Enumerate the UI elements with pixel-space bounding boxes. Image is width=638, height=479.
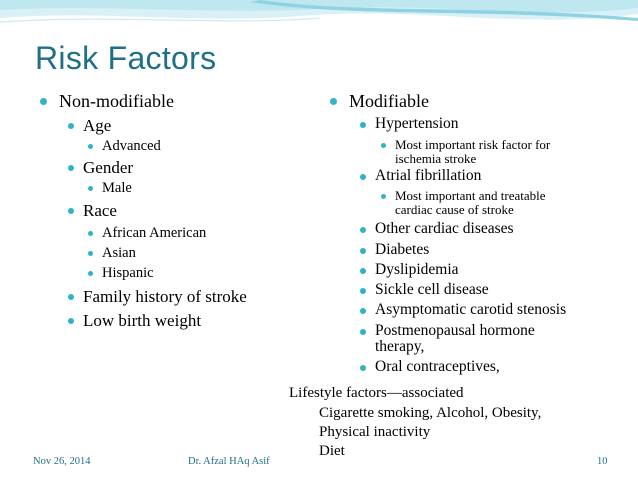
- list-item-label: Hispanic: [102, 265, 154, 281]
- list-item-other-cardiac: [375, 221, 514, 237]
- list-item-label: Gender: [83, 158, 134, 177]
- list-item-label: Dyslipidemia: [375, 261, 459, 278]
- list-item-asian: [102, 246, 136, 261]
- note-line-2: cardiac cause of stroke: [395, 201, 514, 217]
- list-item-hypertension-note: [395, 138, 550, 165]
- bullet-icon: [360, 268, 366, 274]
- bullet-icon: [88, 144, 93, 149]
- list-item-male: [102, 181, 132, 196]
- lifestyle-line: Physical inactivity: [319, 424, 431, 440]
- list-item-age: [83, 117, 111, 135]
- bullet-icon: [381, 194, 386, 199]
- line-2: therapy,: [375, 338, 425, 356]
- list-item-label: Asian: [102, 245, 136, 261]
- bullet-icon: [68, 208, 74, 214]
- list-item-label: Race: [83, 201, 117, 220]
- list-item-family-history: [83, 288, 247, 306]
- list-item-african-american: [102, 226, 206, 241]
- list-item-diabetes: [375, 242, 429, 258]
- list-item-race: [83, 202, 117, 220]
- list-item-label: African American: [102, 225, 207, 241]
- bullet-icon: [360, 288, 366, 294]
- footer-page-number: 10: [597, 456, 608, 467]
- list-item-gender: [83, 159, 133, 177]
- bullet-icon: [360, 122, 366, 128]
- list-item-dyslipidemia: [375, 262, 459, 278]
- list-item-label: Hypertension: [375, 115, 459, 132]
- bullet-icon: [88, 231, 93, 236]
- list-item-hispanic: [102, 266, 154, 281]
- list-item-low-birth-weight: [83, 312, 201, 330]
- modifiable-heading: [349, 92, 429, 111]
- bullet-icon: [330, 98, 337, 105]
- bullet-icon: [68, 318, 74, 324]
- lifestyle-line: Cigarette smoking, Alcohol, Obesity,: [319, 405, 542, 421]
- bullet-icon: [88, 271, 93, 276]
- lifestyle-heading: Lifestyle factors—associated: [289, 385, 464, 401]
- list-item-label: Asymptomatic carotid stenosis: [375, 301, 567, 318]
- note-line-2: ischemia stroke: [395, 150, 477, 166]
- bullet-icon: [68, 294, 74, 300]
- footer-date: Nov 26, 2014: [33, 456, 91, 467]
- list-item-label: Diabetes: [375, 241, 430, 258]
- bullet-icon: [360, 308, 366, 314]
- list-item-label: Oral contraceptives,: [375, 358, 500, 375]
- list-item-advanced: [102, 139, 161, 154]
- list-item-label: Sickle cell disease: [375, 281, 489, 298]
- bullet-icon: [381, 143, 386, 148]
- bullet-icon: [360, 174, 366, 180]
- bullet-icon: [88, 186, 93, 191]
- bullet-icon: [360, 329, 366, 335]
- note-line-1: Most important risk factor for: [395, 137, 551, 152]
- list-item-label: Atrial fibrillation: [375, 167, 482, 184]
- list-item-postmenopausal: [375, 323, 535, 356]
- list-item-hypertension: [375, 116, 459, 132]
- list-item-af-note: [395, 189, 546, 216]
- non-modifiable-heading: [59, 92, 174, 111]
- list-item-label: Male: [102, 180, 132, 196]
- footer-author: Dr. Afzal HAq Asif: [188, 456, 270, 467]
- list-item-carotid-stenosis: [375, 302, 566, 318]
- bullet-icon: [360, 227, 366, 233]
- bullet-icon: [360, 365, 366, 371]
- bullet-icon: [68, 123, 74, 129]
- list-item-label: Family history of stroke: [83, 287, 247, 306]
- bullet-icon: [40, 98, 47, 105]
- lifestyle-line: Diet: [319, 443, 345, 459]
- bullet-icon: [68, 165, 74, 171]
- list-item-label: Age: [83, 116, 112, 135]
- list-item-oral-contraceptives: [375, 359, 500, 375]
- bullet-icon: [88, 251, 93, 256]
- list-item-atrial-fibrillation: [375, 168, 481, 184]
- non-modifiable-label: Non-modifiable: [59, 91, 174, 111]
- list-item-label: Other cardiac diseases: [375, 220, 514, 237]
- note-line-1: Most important and treatable: [395, 188, 546, 203]
- slide-title: Risk Factors: [35, 40, 217, 76]
- line-1: Postmenopausal hormone: [375, 322, 535, 339]
- bullet-icon: [360, 248, 366, 254]
- list-item-label: Low birth weight: [83, 311, 202, 330]
- modifiable-label: Modifiable: [349, 91, 429, 111]
- list-item-label: Advanced: [102, 138, 161, 154]
- list-item-sickle-cell: [375, 282, 489, 298]
